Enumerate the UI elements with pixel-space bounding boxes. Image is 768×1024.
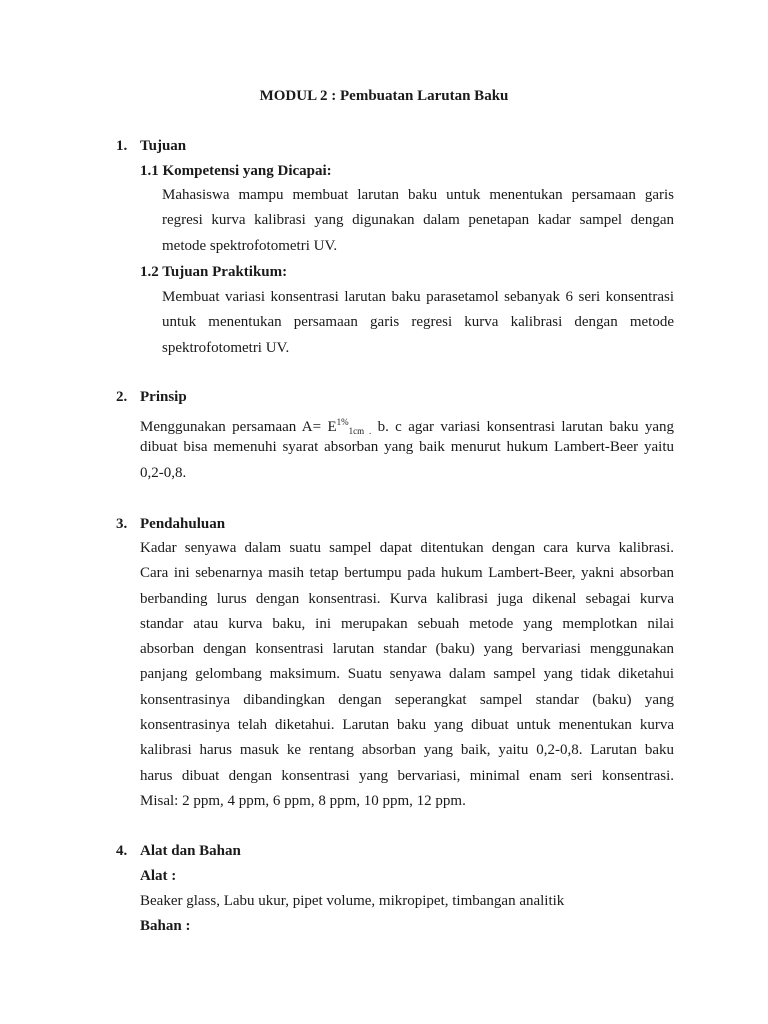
paragraph-line: Cara ini sebenarnya masih tetap bertumpu pada hukum Lambert-Beer, yakni absorban [140,565,674,582]
section-label: Pendahuluan [140,516,226,532]
paragraph-line: regresi kurva kalibrasi yang digunakan dalam penetapan kadar sampel dengan [162,212,674,229]
subsection-1-2-heading: 1.2 Tujuan Praktikum: [140,264,288,280]
section-number: 2. [116,389,128,405]
paragraph-line: Misal: 2 ppm, 4 ppm, 6 ppm, 8 ppm, 10 ppm, 12 ppm. [140,792,466,809]
paragraph-line: konsentrasinya dibandingkan dengan seperangkat sampel standar (baku) yang [140,691,674,708]
paragraph-line: untuk menentukan persamaan garis regresi kurva kalibrasi dengan metode [162,314,674,331]
subsection-1-1-paragraph [162,183,674,259]
paragraph-line: Membuat variasi konsentrasi larutan baku parasetamol sebanyak 6 seri konsentrasi [162,289,674,305]
paragraph-line: panjang gelombang maksimum. Suatu senyawa dalam sampel yang tidak diketahui [140,666,674,683]
alat-list: Beaker glass, Labu ukur, pipet volume, mikropipet, timbangan analitik [140,893,565,909]
section-number: 1. [116,138,128,154]
section-4-heading [116,843,241,860]
section-2-heading [116,389,187,406]
section-number: 4. [116,843,128,859]
section-label: Alat dan Bahan [140,843,241,859]
section-3-paragraph [140,536,674,814]
paragraph-line: kalibrasi harus masuk ke rentang absorban yang baik, yaitu 0,2-0,8. Larutan baku [140,742,674,759]
bahan-label: Bahan : [140,918,191,934]
section-3-heading [116,516,225,533]
section-number: 3. [116,516,128,532]
section-2-paragraph [140,410,674,486]
formula-suffix: b. c agar variasi konsentrasi larutan baku yang [371,419,675,435]
paragraph-line: Mahasiswa mampu membuat larutan baku untuk menentukan persamaan garis [162,187,674,203]
paragraph-line: konsentrasinya telah diketahui. Larutan baku yang dibuat untuk menentukan kurva [140,717,674,734]
section-label: Tujuan [140,138,187,154]
paragraph-line: standar atau kurva baku, ini merupakan sebuah metode yang memplotkan nilai [140,615,674,632]
paragraph-line: dibuat bisa memenuhi syarat absorban yang baik menurut hukum Lambert-Beer yaitu [140,439,674,456]
paragraph-line: spektrofotometri UV. [162,339,290,356]
paragraph-line-formula [140,410,674,435]
formula-superscript: 1% [336,417,349,427]
paragraph-line: Kadar senyawa dalam suatu sampel dapat ditentukan dengan cara kurva kalibrasi. [140,540,674,556]
paragraph-line: 0,2-0,8. [140,464,187,481]
section-label: Prinsip [140,389,187,405]
formula-prefix: Menggunakan persamaan A= E [140,419,337,435]
alat-label: Alat : [140,868,177,884]
paragraph-line: metode spektrofotometri UV. [162,237,338,254]
paragraph-line: berbanding lurus dengan konsentrasi. Kurva kalibrasi juga dikenal sebagai kurva [140,590,674,607]
paragraph-line: harus dibuat dengan konsentrasi yang bervariasi, minimal enam seri konsentrasi. [140,767,674,784]
subsection-1-2-paragraph [162,285,674,361]
paragraph-line: absorban dengan konsentrasi larutan standar (baku) yang bervariasi menggunakan [140,641,674,658]
document-title: MODUL 2 : Pembuatan Larutan Baku [259,88,509,104]
subsection-1-1-heading: 1.1 Kompetensi yang Dicapai: [140,163,332,179]
section-1-heading [116,138,186,155]
formula-subscript: 1cm . [348,426,372,436]
